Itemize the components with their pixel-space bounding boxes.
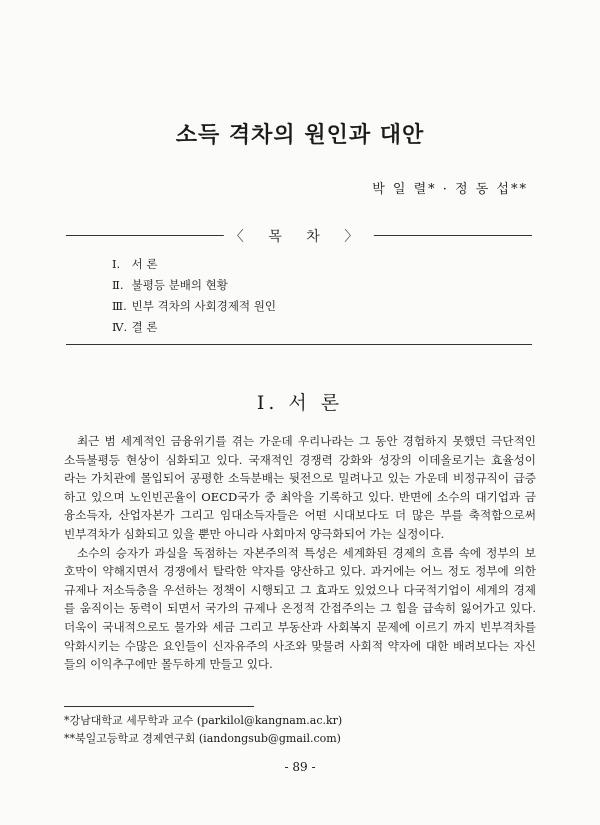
toc-item	[112, 254, 276, 275]
paragraph-line: 악화시키는 수많은 요인들이 신자유주의 사조와 맞물려 사회적 약자에 대한 배려보다는 자신	[64, 638, 536, 653]
toc-item-number: Ⅲ.	[112, 299, 127, 313]
footnote-divider	[64, 706, 254, 707]
paper-title: 소득 격차의 원인과 대안	[175, 122, 425, 148]
toc-header: 〈 목 차 〉	[224, 226, 374, 246]
paragraph-line: 빈부격차가 심화되고 있을 뿐만 아니라 사회마저 양극화되어 가는 실정이다.	[64, 526, 445, 541]
paragraph-line: 라는 가치관에 몰입되어 공평한 소득분배는 뒷전으로 밀려나고 있는 가운데 비정규직이 급증	[64, 471, 536, 486]
table-of-contents	[66, 229, 532, 345]
paragraph-line: 소수의 승자가 과실을 독점하는 자본주의적 특성은 세계화된 경제의 흐름 속에 정부의 보	[64, 545, 536, 560]
paragraph-line: 융소득자, 산업자본가 그리고 임대소득자들은 어떤 시대보다도 더 많은 부를 축적함으로써	[64, 508, 536, 523]
toc-item	[112, 296, 276, 317]
toc-item-number: Ⅰ.	[112, 257, 121, 271]
paragraph-line: 들의 이익추구에만 몰두하게 만들고 있다.	[64, 657, 273, 672]
paragraph-line: 규제나 저소득층을 우선하는 정책이 시행되고 그 효과도 있었으나 다국적기업이 세계의 경제	[64, 582, 536, 597]
paragraph-line: 더욱이 국내적으로도 물가와 세금 그리고 부동산과 사회복지 문제에 이르기 까지 빈부격차를	[64, 619, 536, 634]
toc-list	[112, 254, 276, 338]
paragraph-line: 최근 범 세계적인 금융위기를 겪는 가운데 우리나라는 그 동안 경험하지 못했던 극단적인	[64, 434, 536, 448]
toc-item-number: Ⅱ.	[112, 278, 124, 292]
toc-item-number: Ⅳ.	[112, 320, 128, 334]
paragraph-line: 를 움직이는 동력이 되면서 국가의 규제나 온정적 간접주의는 그 힘을 급속히 잃어가고 있다.	[64, 601, 536, 616]
toc-item	[112, 275, 276, 296]
paragraph-line: 소득불평등 현상이 심화되고 있다. 국재적인 경쟁력 강화와 성장의 이데올로기는 효율성이	[64, 452, 536, 467]
section-heading: Ⅰ. 서 론	[256, 392, 344, 414]
body-text	[64, 432, 536, 674]
footnote: *강남대학교 세무학과 교수 (parkilol@kangnam.ac.kr)	[64, 714, 343, 727]
footnotes	[64, 712, 342, 748]
toc-item-label: 빈부 격차의 사회경제적 원인	[131, 299, 276, 313]
toc-item-label: 서 론	[131, 257, 158, 271]
paragraph-line: 하고 있으며 노인빈곤율이 OECD국가 중 최악을 기록하고 있다. 반면에 소수의 대기업과 금	[64, 489, 536, 504]
footnote: **북일고등학교 경제연구회 (iandongsub@gmail.com)	[64, 732, 341, 745]
authors: 박 일 렬* · 정 동 섭**	[372, 182, 528, 197]
toc-item	[112, 317, 276, 338]
page-number: - 89 -	[284, 760, 316, 774]
toc-item-label: 불평등 분배의 현황	[131, 278, 228, 292]
toc-item-label: 결 론	[131, 320, 158, 334]
paragraph-line: 호막이 약해지면서 경쟁에서 탈락한 약자를 양산하고 있다. 과거에는 어느 정도 정부에 의한	[64, 564, 536, 579]
